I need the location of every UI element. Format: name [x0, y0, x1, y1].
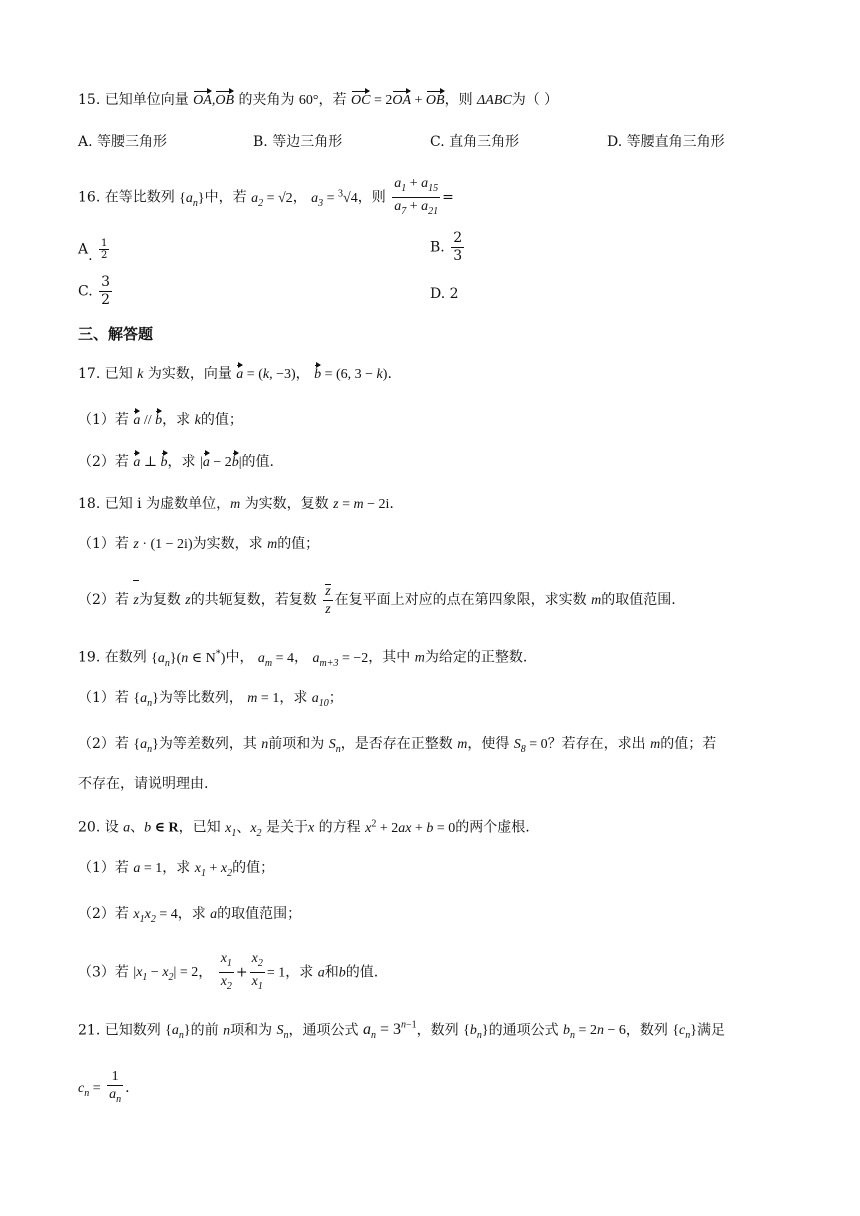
sequence-an: $\{a_n\}$	[179, 190, 205, 209]
question-18: 18. 已知 i 为虚数单位，m 为实数，复数 z = m − 2i.	[78, 496, 394, 512]
question-text: 已知单位向量	[104, 92, 189, 108]
question-19: 19. 在数列 $\{a_n\}(n$ ∈ N*)中， $a_m = 4$， $a_{m+3} = -2$，其中 m为给定的正整数.	[78, 648, 528, 669]
ratio-fraction: $\frac{a_1 + a_{15}}{a_7 + a_{21}}$	[394, 176, 439, 217]
question-20: 20. 设 a、b ∈ R，已知 $x_1$、$x_2$ 是关于x 的方程 $x^2 + 2ax + b = 0$的两个虚根.	[78, 818, 530, 839]
vector-equation: OC = 2OA + OB	[351, 93, 445, 108]
option-d[interactable]: D. 等腰直角三角形	[607, 134, 725, 150]
option-a[interactable]: A. $\frac{1}{2}$	[78, 238, 108, 264]
question-17-part-2: （2）若 a ⊥ b，求 |a − 2b|的值.	[78, 452, 274, 473]
option-a[interactable]: A. 等腰三角形	[78, 134, 168, 150]
option-b[interactable]: B. $\frac{2}{3}$	[430, 230, 463, 264]
question-17: 17. 已知 k 为实数，向量 a = (k, −3)， b = (6, 3 − k).	[78, 364, 392, 385]
question-17-part-1: （1）若 a // b，求 k的值；	[78, 410, 243, 431]
option-b[interactable]: B. 等边三角形	[253, 134, 343, 150]
question-20-part-2: （2）若 $x_1x_2 = 4$，求 a的取值范围；	[78, 906, 302, 925]
vector-oa-ob: OA,OB	[193, 93, 234, 108]
question-16: 16. 在等比数列 $\{a_n\}$中，若 $a_2 = √2$， $a_3 = ^3√4$，则 $\frac{a_1 + a_{15}}{a_7 + a_{21}}$ =	[78, 174, 454, 223]
question-18-part-2: （2）若 z为复数 z的共轭复数，若复数 $\frac{z}{z}$ 在复平面上对应的点在第四象限，求实数 m的取值范围.	[78, 578, 676, 623]
question-19-part-2-cont: 不存在，请说明理由.	[78, 776, 209, 792]
question-21: 21. 已知数列 $\{a_n\}$的前 n项和为 $S_n$，通项公式 $a_n = 3^{n-1}$，数列 $\{b_n\}$的通项公式 $b_n = 2n - 6$，数列 $\{c_n\}$满足	[78, 1020, 725, 1042]
option-c[interactable]: C. $\frac{3}{2}$	[78, 274, 111, 308]
question-19-part-1: （1）若 $\{a_n\}$为等比数列， m = 1，求 $a_{10}$；	[78, 690, 343, 709]
question-20-part-3: （3）若 $|x_1 - x_2| = 2$， $\frac{x_1}{x_2}$ + $\frac{x_2}{x_1}$ = 1，求 a和b的值.	[78, 951, 379, 992]
question-18-part-1: （1）若 z · (1 − 2i)为实数，求 m的值；	[78, 536, 320, 552]
question-15: 15. 已知单位向量 OA,OB 的夹角为 60°，若 OC = 2OA + OB，则 ΔABC为（ ）	[78, 90, 558, 111]
question-20-part-1: （1）若 a = 1，求 $x_1 + x_2$的值；	[78, 860, 275, 879]
option-d[interactable]: D. 2	[430, 286, 459, 302]
section-heading: 三、解答题	[78, 325, 154, 343]
question-number: 15.	[78, 92, 101, 108]
question-21-cont: $c_n$ = $\frac{1}{a_n}$ .	[78, 1069, 130, 1105]
option-c[interactable]: C. 直角三角形	[430, 134, 520, 150]
question-19-part-2: （2）若 $\{a_n\}$为等差数列，其 n前项和为 $S_n$，是否存在正整数 m，使得 $S_8 = 0$？若存在，求出 m的值；若	[78, 736, 717, 755]
